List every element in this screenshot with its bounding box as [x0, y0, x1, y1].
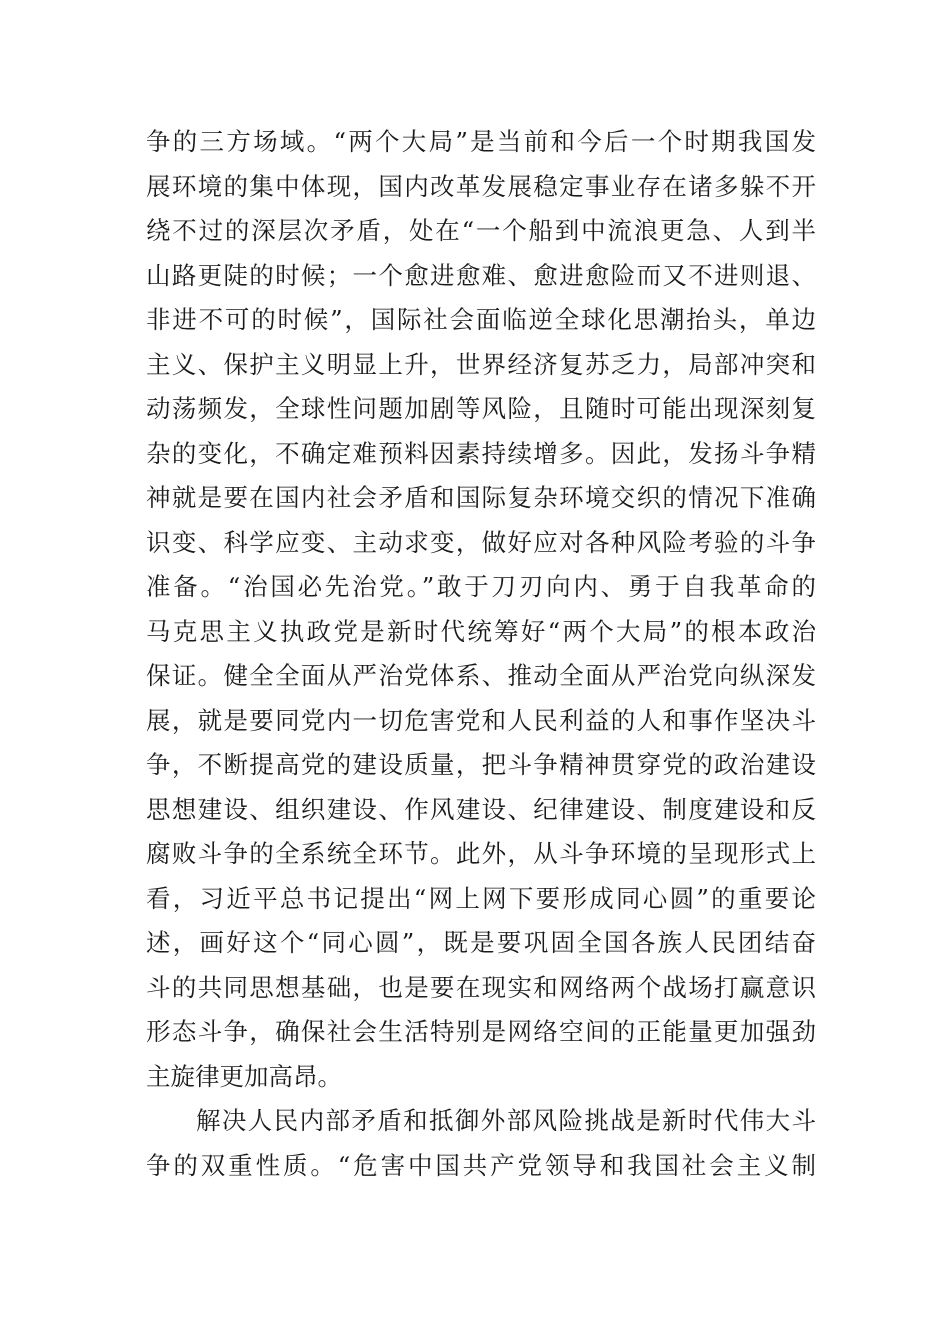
text-line: 争的双重性质。“危害中国共产党领导和我国社会主义制	[146, 1150, 816, 1180]
text-line: 山路更陡的时候；一个愈进愈难、愈进愈险而又不进则退、	[146, 260, 816, 290]
text-line: 展，就是要同党内一切危害党和人民利益的人和事作坚决斗	[146, 705, 816, 735]
text-line: 争，不断提高党的建设质量，把斗争精神贯穿党的政治建设	[146, 750, 816, 779]
text-line: 准备。“治国必先治党。”敢于刀刃向内、勇于自我革命的	[146, 572, 816, 601]
paragraph	[146, 120, 816, 1099]
text-line: 非进不可的时候”，国际社会面临逆全球化思潮抬头，单边	[146, 305, 816, 334]
body-text	[146, 120, 816, 1188]
text-line: 争的三方场域。“两个大局”是当前和今后一个时期我国发	[146, 127, 816, 156]
text-line: 神就是要在国内社会矛盾和国际复杂环境交织的情况下准确	[146, 483, 816, 512]
paragraph	[146, 1099, 816, 1188]
text-line: 主旋律更加高昂。	[146, 1061, 342, 1091]
text-line: 主义、保护主义明显上升，世界经济复苏乏力，局部冲突和	[146, 349, 816, 379]
text-line: 杂的变化，不确定难预料因素持续增多。因此，发扬斗争精	[146, 438, 816, 468]
text-line: 解决人民内部矛盾和抵御外部风险挑战是新时代伟大斗	[196, 1106, 816, 1135]
text-line: 展环境的集中体现，国内改革发展稳定事业存在诸多躲不开	[146, 171, 816, 201]
text-line: 述，画好这个“同心圆”，既是要巩固全国各族人民团结奋	[146, 928, 816, 957]
text-line: 思想建设、组织建设、作风建设、纪律建设、制度建设和反	[146, 794, 816, 824]
text-line: 斗的共同思想基础，也是要在现实和网络两个战场打赢意识	[146, 972, 816, 1002]
text-line: 马克思主义执政党是新时代统筹好“两个大局”的根本政治	[146, 616, 816, 646]
text-line: 绕不过的深层次矛盾，处在“一个船到中流浪更急、人到半	[146, 216, 816, 245]
text-line: 动荡频发，全球性问题加剧等风险，且随时可能出现深刻复	[146, 394, 816, 423]
text-line: 看，习近平总书记提出“网上网下要形成同心圆”的重要论	[146, 883, 816, 913]
text-line: 识变、科学应变、主动求变，做好应对各种风险考验的斗争	[146, 527, 816, 557]
text-line: 保证。健全全面从严治党体系、推动全面从严治党向纵深发	[146, 661, 816, 690]
text-line: 形态斗争，确保社会生活特别是网络空间的正能量更加强劲	[146, 1017, 816, 1046]
text-line: 腐败斗争的全系统全环节。此外，从斗争环境的呈现形式上	[146, 839, 816, 868]
